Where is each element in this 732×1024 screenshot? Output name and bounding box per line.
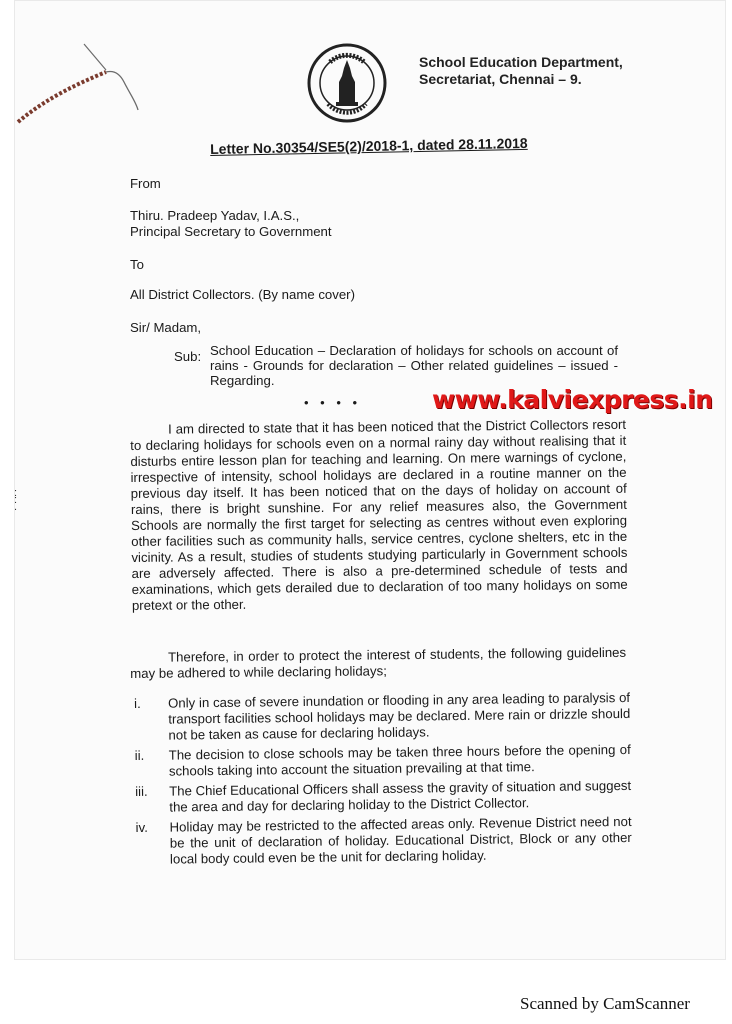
subject-dots: • • • • bbox=[304, 395, 362, 410]
to-recipients: All District Collectors. (By name cover) bbox=[130, 287, 355, 302]
list-item-text: Only in case of severe inundation or flooding in any area leading to paralysis of transport facilities school holidays may be declared. Mere rain or drizzle should not be taken as cause for declaring holidays. bbox=[167, 689, 631, 743]
department-address bbox=[419, 54, 623, 88]
to-label: To bbox=[130, 257, 144, 272]
list-item bbox=[135, 742, 631, 780]
tamil-nadu-government-emblem-icon bbox=[306, 42, 388, 124]
department-line-2: Secretariat, Chennai – 9. bbox=[419, 71, 582, 87]
margin-specks: : : . bbox=[14, 487, 18, 513]
from-name: Thiru. Pradeep Yadav, I.A.S., bbox=[130, 208, 300, 223]
scanner-footer: Scanned by CamScanner bbox=[520, 994, 690, 1013]
list-item bbox=[134, 690, 631, 744]
list-item-text: The decision to close schools may be taken three hours before the opening of schools taking into account the situation prevailing at that time. bbox=[168, 741, 631, 779]
list-item-number: iii. bbox=[135, 783, 148, 799]
list-item-number: ii. bbox=[134, 747, 145, 763]
paragraph-2: Therefore, in order to protect the interest of students, the following guidelines may be adhered to while declaring holidays; bbox=[130, 644, 627, 681]
list-item bbox=[136, 814, 633, 868]
paragraph-1: I am directed to state that it has been noticed that the District Collectors resort to declaring holidays for schools even on a normal rainy day without realising that it disturbs entire lesson plan for teaching and learning. On mere warnings of cyclone, irrespective of intensity, school holidays are declared in a routine manner on the previous day itself. It has been noticed that on the days of holiday on account of rains, there is bright sunshine. For any relief measures also, the Government Schools are normally the first target for selecting as centres without even exploring other facilities such as community halls, service centres, cyclone shelters, etc in the vicinity. As a result, studies of students studying particularly in Government schools are adversely affected. There is also a pre-determined schedule of tests and examinations, which gets derailed due to declaration of too many holidays on some pretext or the other. bbox=[130, 416, 628, 613]
list-item-text: The Chief Educational Officers shall assess the gravity of situation and suggest the area and day for declaring holiday to the District Collector. bbox=[169, 777, 632, 815]
list-item bbox=[135, 778, 631, 816]
list-item-text: Holiday may be restricted to the affected areas only. Revenue District need not be the unit of declaration of holiday. Educational District, Block or any other local body could even be the unit for declaring holiday. bbox=[169, 813, 632, 867]
guidelines-list bbox=[134, 690, 632, 872]
subject-label: Sub: bbox=[174, 349, 202, 364]
watermark-link[interactable]: www.kalviexpress.in bbox=[432, 385, 713, 414]
binding-thread-mark bbox=[14, 30, 154, 130]
list-item-number: i. bbox=[134, 695, 141, 711]
list-item-number: iv. bbox=[135, 819, 148, 835]
subject-text: School Education – Declaration of holidays for schools on account of rains - Grounds for declaration – Other related guidelines – issued - Regarding. bbox=[210, 343, 618, 388]
from-title: Principal Secretary to Government bbox=[130, 224, 332, 239]
salutation: Sir/ Madam, bbox=[130, 320, 202, 335]
department-line-1: School Education Department, bbox=[419, 54, 623, 70]
from-label: From bbox=[130, 176, 161, 191]
letter-number: Letter No.30354/SE5(2)/2018-1, dated 28.11.2018 bbox=[210, 134, 528, 157]
document-page bbox=[14, 0, 726, 960]
